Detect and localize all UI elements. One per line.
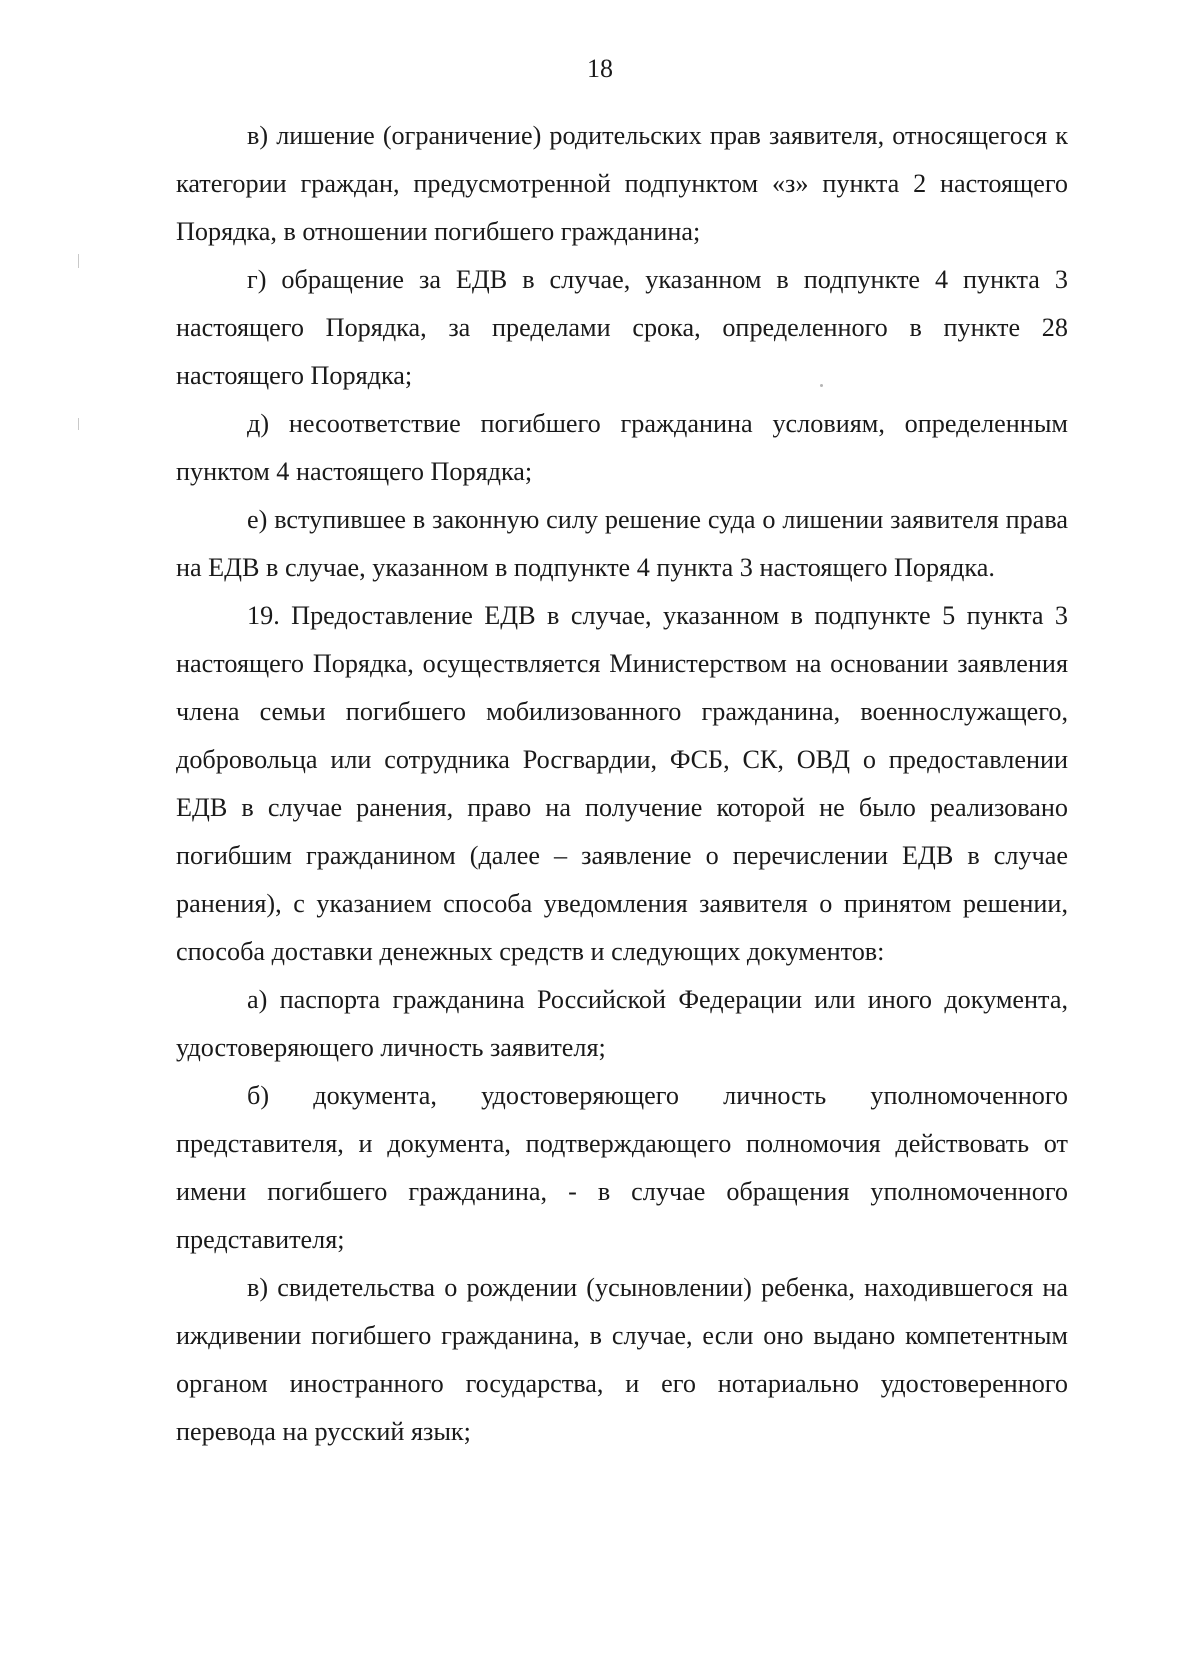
paragraph-v-deprivation: в) лишение (ограничение) родительских прав заявителя, относящегося к категории граждан, предусмотренной подпунктом «з» пункта 2 настоящего Порядка, в отношении погибшего гражданина;: [176, 121, 1068, 246]
document-body: [176, 112, 1068, 1456]
scan-artifact-mark: [78, 254, 79, 268]
paragraph-b-representative: б) документа, удостоверяющего личность уполномоченного представителя, и документа, подтверждающего полномочия действовать от имени погибшего гражданина, - в случае обращения уполномоченного представителя;: [176, 1081, 1068, 1254]
paragraph-a-passport: а) паспорта гражданина Российской Федерации или иного документа, удостоверяющего личность заявителя;: [176, 985, 1068, 1062]
paragraph-v-birth-certificate: в) свидетельства о рождении (усыновлении) ребенка, находившегося на иждивении погибшего гражданина, в случае, если оно выдано компетентным органом иностранного государства, и его нотариально удостоверенного перевода на русский язык;: [176, 1273, 1068, 1446]
paragraph-g-late-application: г) обращение за ЕДВ в случае, указанном в подпункте 4 пункта 3 настоящего Порядка, за пределами срока, определенного в пункте 28 настоящего Порядка;: [176, 265, 1068, 390]
paragraph-d-nonconformity: д) несоответствие погибшего гражданина условиям, определенным пунктом 4 настоящего Порядка;: [176, 409, 1068, 486]
page-number: 18: [587, 54, 613, 83]
paragraph-19-provision: 19. Предоставление ЕДВ в случае, указанном в подпункте 5 пункта 3 настоящего Порядка, осуществляется Министерством на основании заявления члена семьи погибшего мобилизованного гражданина, военнослужащего, добровольца или сотрудника Росгвардии, ФСБ, СК, ОВД о предоставлении ЕДВ в случае ранения, право на получение которой не было реализовано погибшим гражданином (далее – заявление о перечислении ЕДВ в случае ранения), с указанием способа уведомления заявителя о принятом решении, способа доставки денежных средств и следующих документов:: [176, 601, 1068, 966]
scan-artifact-mark: [78, 418, 79, 430]
paragraph-e-court-decision: е) вступившее в законную силу решение суда о лишении заявителя права на ЕДВ в случае, указанном в подпункте 4 пункта 3 настоящего Порядка.: [176, 505, 1068, 582]
